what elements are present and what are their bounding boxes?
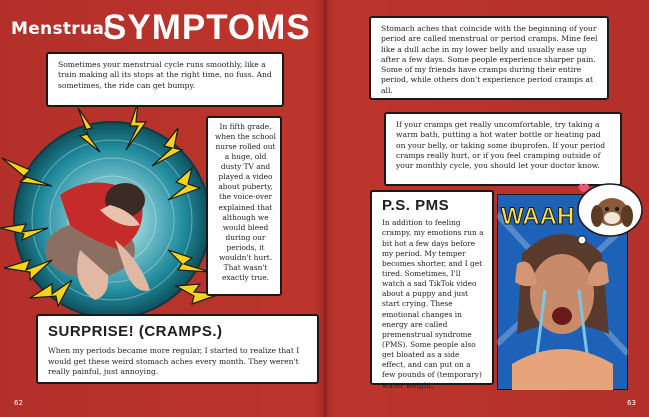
fifth-grade-box xyxy=(206,116,282,296)
surprise-box xyxy=(36,314,319,384)
surprise-text: When my periods became more regular, I started to realize that I would get these weird stomach aches every month. They weren't really painful, just annoying. xyxy=(48,346,300,376)
puppy-ear-left xyxy=(591,205,603,227)
intro-text: Sometimes your menstrual cycle runs smoothly, like a train making all its stops at the right time, no fuss. And sometimes, the ride can get bumpy. xyxy=(58,60,272,90)
fifth-grade-text: In fifth grade, when the school nurse rolled out a huge, old dusty TV and played a video about puberty, the voice-over explained that although we would bleed during our periods, it wouldn't hurt. That wasn't exactly true. xyxy=(215,122,276,282)
page-number-left: 62 xyxy=(14,399,23,407)
page-fold xyxy=(322,0,328,417)
surprise-heading: SURPRISE! (CRAMPS.) xyxy=(48,323,223,340)
remedy-box xyxy=(384,112,622,186)
intro-box xyxy=(46,52,284,107)
pms-heading: P.S. PMS xyxy=(382,197,450,214)
page-number-right: 63 xyxy=(627,399,636,407)
waah-text: WAAH xyxy=(501,203,575,230)
mouth xyxy=(552,307,572,325)
remedy-text: If your cramps get really uncomfortable, try taking a warm bath, putting a hot water bottle or heating pad on your belly, or taking some ibuprofen. If your period cramps really hurt, or if you feel cramping outside of your monthly cycle, you should let your doctor know. xyxy=(396,120,606,170)
puppy-ear-right xyxy=(621,205,633,227)
cramps-text: Stomach aches that coincide with the beginning of your period are called menstrual or period cramps. Mine feel like a dull ache in my lower belly and usually ease up after a few days. Some people experience sharper pain. Some of my friends have cramps during their entire period, while others don't experience period cramps at all. xyxy=(381,24,598,95)
puppy-thought-bubble xyxy=(572,180,644,246)
cramps-box xyxy=(369,16,609,100)
pms-box xyxy=(370,190,494,390)
title-prefix: Menstrual xyxy=(11,19,111,39)
page-title: SYMPTOMS xyxy=(103,8,311,47)
pms-text: In addition to feeling crampy, my emotions run a bit hot a few days before my period. My temper becomes shorter, and I get tired. Sometimes, I'll watch a sad TikTok video about a puppy and just start crying. These emotional changes in energy are called premenstrual syndrome (PMS). Some people also get bloated as a side effect, and can put on a few pounds of (temporary) water weight. xyxy=(382,218,484,390)
